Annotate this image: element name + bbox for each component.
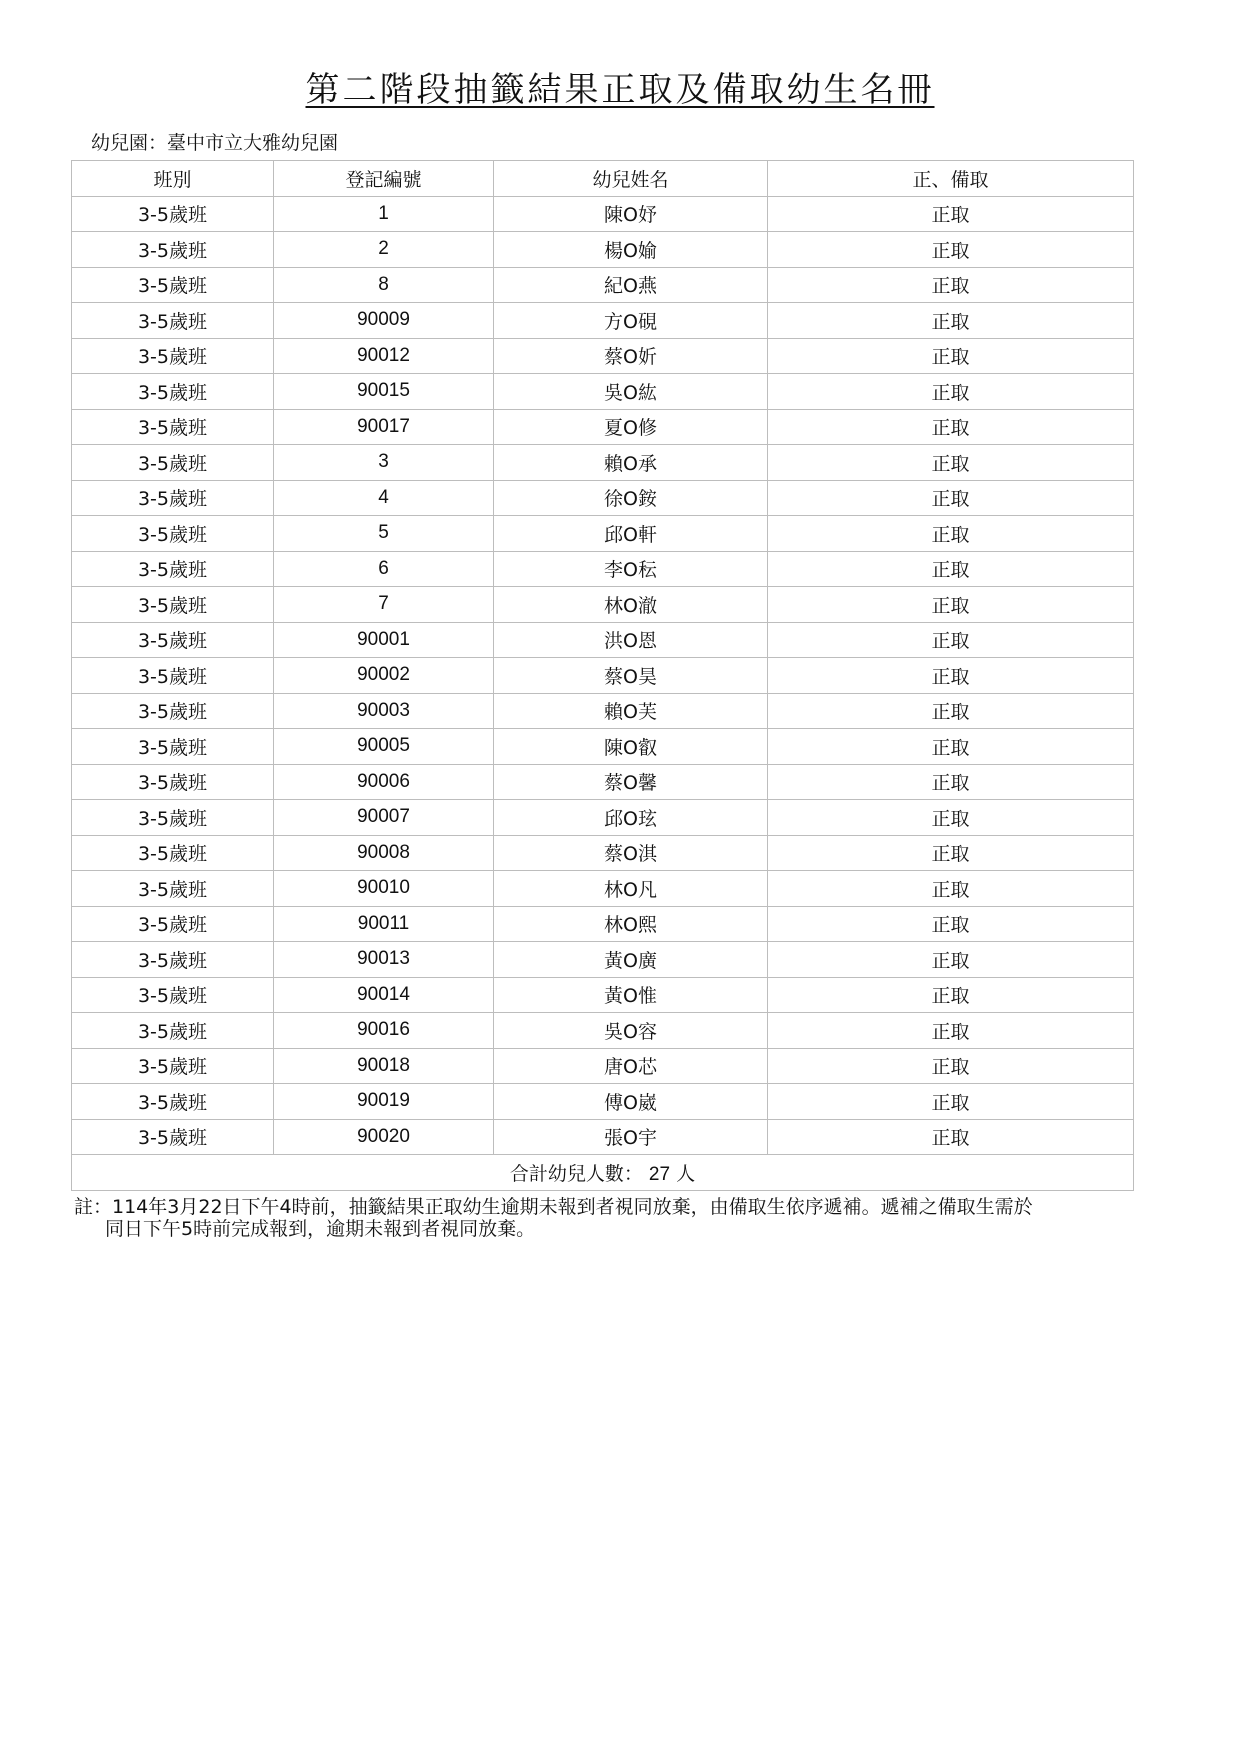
reg-no-cell: 90018 bbox=[274, 1048, 494, 1084]
reg-no-cell: 90016 bbox=[274, 1013, 494, 1049]
child-name-cell: 方O硯 bbox=[494, 303, 768, 339]
status-cell: 正取 bbox=[768, 267, 1134, 303]
table-row bbox=[72, 906, 1134, 942]
header-row bbox=[72, 161, 1134, 197]
child-name-cell: 林O澈 bbox=[494, 587, 768, 623]
child-name-cell: 賴O芙 bbox=[494, 693, 768, 729]
reg-no-cell: 90010 bbox=[274, 871, 494, 907]
footnote-line-1: 註：114年3月22日下午4時前，抽籤結果正取幼生逾期未報到者視同放棄，由備取生依序遞補。遞補之備取生需於 bbox=[74, 1196, 1033, 1218]
class-cell: 3-5歲班 bbox=[72, 764, 274, 800]
table-row bbox=[72, 658, 1134, 694]
status-cell: 正取 bbox=[768, 658, 1134, 694]
reg-no-cell: 90017 bbox=[274, 409, 494, 445]
status-cell: 正取 bbox=[768, 303, 1134, 339]
class-cell: 3-5歲班 bbox=[72, 232, 274, 268]
class-cell: 3-5歲班 bbox=[72, 267, 274, 303]
reg-no-cell: 90003 bbox=[274, 693, 494, 729]
child-name-cell: 林O熙 bbox=[494, 906, 768, 942]
table-row bbox=[72, 800, 1134, 836]
status-cell: 正取 bbox=[768, 445, 1134, 481]
reg-no-cell: 5 bbox=[274, 516, 494, 552]
table-row bbox=[72, 587, 1134, 623]
status-cell: 正取 bbox=[768, 693, 1134, 729]
status-cell: 正取 bbox=[768, 232, 1134, 268]
class-cell: 3-5歲班 bbox=[72, 587, 274, 623]
class-cell: 3-5歲班 bbox=[72, 374, 274, 410]
table-row bbox=[72, 196, 1134, 232]
child-name-cell: 徐O銨 bbox=[494, 480, 768, 516]
child-name-cell: 邱O軒 bbox=[494, 516, 768, 552]
class-cell: 3-5歲班 bbox=[72, 1119, 274, 1155]
child-name-cell: 蔡O妡 bbox=[494, 338, 768, 374]
total-cell bbox=[72, 1155, 1134, 1191]
document-title-text: 第二階段抽籤結果正取及備取幼生名冊 bbox=[305, 70, 935, 110]
child-name-cell: 黃O廣 bbox=[494, 942, 768, 978]
reg-no-cell: 90013 bbox=[274, 942, 494, 978]
col-header-child-name: 幼兒姓名 bbox=[494, 161, 768, 197]
table-row bbox=[72, 942, 1134, 978]
child-name-cell: 賴O承 bbox=[494, 445, 768, 481]
child-name-cell: 邱O玹 bbox=[494, 800, 768, 836]
reg-no-cell: 90020 bbox=[274, 1119, 494, 1155]
class-cell: 3-5歲班 bbox=[72, 338, 274, 374]
child-name-cell: 傅O崴 bbox=[494, 1084, 768, 1120]
child-name-cell: 李O秐 bbox=[494, 551, 768, 587]
reg-no-cell: 2 bbox=[274, 232, 494, 268]
class-cell: 3-5歲班 bbox=[72, 516, 274, 552]
child-name-cell: 吳O紘 bbox=[494, 374, 768, 410]
child-name-cell: 楊O媮 bbox=[494, 232, 768, 268]
table-row bbox=[72, 1013, 1134, 1049]
child-name-cell: 紀O燕 bbox=[494, 267, 768, 303]
table-row bbox=[72, 232, 1134, 268]
table-row bbox=[72, 871, 1134, 907]
table-row bbox=[72, 516, 1134, 552]
class-cell: 3-5歲班 bbox=[72, 445, 274, 481]
child-name-cell: 吳O容 bbox=[494, 1013, 768, 1049]
class-cell: 3-5歲班 bbox=[72, 906, 274, 942]
reg-no-cell: 90008 bbox=[274, 835, 494, 871]
reg-no-cell: 90007 bbox=[274, 800, 494, 836]
class-cell: 3-5歲班 bbox=[72, 658, 274, 694]
status-cell: 正取 bbox=[768, 516, 1134, 552]
class-cell: 3-5歲班 bbox=[72, 729, 274, 765]
reg-no-cell: 4 bbox=[274, 480, 494, 516]
status-cell: 正取 bbox=[768, 551, 1134, 587]
table-row bbox=[72, 729, 1134, 765]
class-cell: 3-5歲班 bbox=[72, 1084, 274, 1120]
reg-no-cell: 90009 bbox=[274, 303, 494, 339]
child-name-cell: 陳O叡 bbox=[494, 729, 768, 765]
total-label: 合計幼兒人數： bbox=[509, 1162, 643, 1185]
reg-no-cell: 90006 bbox=[274, 764, 494, 800]
reg-no-cell: 7 bbox=[274, 587, 494, 623]
status-cell: 正取 bbox=[768, 1119, 1134, 1155]
col-header-class: 班別 bbox=[72, 161, 274, 197]
status-cell: 正取 bbox=[768, 409, 1134, 445]
reg-no-cell: 3 bbox=[274, 445, 494, 481]
child-name-cell: 夏O修 bbox=[494, 409, 768, 445]
total-row bbox=[72, 1155, 1134, 1191]
reg-no-cell: 90012 bbox=[274, 338, 494, 374]
status-cell: 正取 bbox=[768, 764, 1134, 800]
col-header-status: 正、備取 bbox=[768, 161, 1134, 197]
reg-no-cell: 90001 bbox=[274, 622, 494, 658]
status-cell: 正取 bbox=[768, 942, 1134, 978]
status-cell: 正取 bbox=[768, 1013, 1134, 1049]
status-cell: 正取 bbox=[768, 871, 1134, 907]
class-cell: 3-5歲班 bbox=[72, 977, 274, 1013]
reg-no-cell: 90015 bbox=[274, 374, 494, 410]
table-row bbox=[72, 764, 1134, 800]
table-row bbox=[72, 303, 1134, 339]
total-count: 27 bbox=[648, 1163, 671, 1185]
status-cell: 正取 bbox=[768, 338, 1134, 374]
table-row bbox=[72, 977, 1134, 1013]
class-cell: 3-5歲班 bbox=[72, 1048, 274, 1084]
child-name-cell: 陳O妤 bbox=[494, 196, 768, 232]
class-cell: 3-5歲班 bbox=[72, 622, 274, 658]
table-row bbox=[72, 1119, 1134, 1155]
footnote-line-2: 同日下午5時前完成報到，逾期未報到者視同放棄。 bbox=[105, 1218, 536, 1240]
reg-no-cell: 90014 bbox=[274, 977, 494, 1013]
reg-no-cell: 90011 bbox=[274, 906, 494, 942]
reg-no-cell: 90002 bbox=[274, 658, 494, 694]
child-name-cell: 張O宇 bbox=[494, 1119, 768, 1155]
status-cell: 正取 bbox=[768, 906, 1134, 942]
table-row bbox=[72, 480, 1134, 516]
table-row bbox=[72, 622, 1134, 658]
table-row bbox=[72, 693, 1134, 729]
reg-no-cell: 1 bbox=[274, 196, 494, 232]
status-cell: 正取 bbox=[768, 480, 1134, 516]
reg-no-cell: 8 bbox=[274, 267, 494, 303]
class-cell: 3-5歲班 bbox=[72, 871, 274, 907]
roster-body bbox=[72, 196, 1134, 1155]
status-cell: 正取 bbox=[768, 800, 1134, 836]
class-cell: 3-5歲班 bbox=[72, 196, 274, 232]
reg-no-cell: 90019 bbox=[274, 1084, 494, 1120]
roster-table bbox=[71, 160, 1134, 1191]
table-row bbox=[72, 267, 1134, 303]
reg-no-cell: 6 bbox=[274, 551, 494, 587]
table-row bbox=[72, 835, 1134, 871]
child-name-cell: 黃O惟 bbox=[494, 977, 768, 1013]
class-cell: 3-5歲班 bbox=[72, 303, 274, 339]
footnote bbox=[74, 1196, 1134, 1240]
class-cell: 3-5歲班 bbox=[72, 693, 274, 729]
status-cell: 正取 bbox=[768, 622, 1134, 658]
status-cell: 正取 bbox=[768, 1048, 1134, 1084]
class-cell: 3-5歲班 bbox=[72, 409, 274, 445]
class-cell: 3-5歲班 bbox=[72, 942, 274, 978]
status-cell: 正取 bbox=[768, 374, 1134, 410]
school-name: 幼兒園：臺中市立大雅幼兒園 bbox=[91, 132, 339, 154]
status-cell: 正取 bbox=[768, 587, 1134, 623]
class-cell: 3-5歲班 bbox=[72, 551, 274, 587]
child-name-cell: 林O凡 bbox=[494, 871, 768, 907]
class-cell: 3-5歲班 bbox=[72, 1013, 274, 1049]
class-cell: 3-5歲班 bbox=[72, 800, 274, 836]
status-cell: 正取 bbox=[768, 1084, 1134, 1120]
child-name-cell: 蔡O昊 bbox=[494, 658, 768, 694]
table-row bbox=[72, 338, 1134, 374]
reg-no-cell: 90005 bbox=[274, 729, 494, 765]
child-name-cell: 唐O芯 bbox=[494, 1048, 768, 1084]
table-row bbox=[72, 374, 1134, 410]
child-name-cell: 蔡O淇 bbox=[494, 835, 768, 871]
total-unit: 人 bbox=[676, 1162, 696, 1185]
table-row bbox=[72, 1084, 1134, 1120]
document-title bbox=[0, 62, 1240, 111]
col-header-reg-no: 登記編號 bbox=[274, 161, 494, 197]
child-name-cell: 洪O恩 bbox=[494, 622, 768, 658]
table-row bbox=[72, 409, 1134, 445]
status-cell: 正取 bbox=[768, 196, 1134, 232]
table-row bbox=[72, 445, 1134, 481]
child-name-cell: 蔡O馨 bbox=[494, 764, 768, 800]
class-cell: 3-5歲班 bbox=[72, 835, 274, 871]
class-cell: 3-5歲班 bbox=[72, 480, 274, 516]
table-row bbox=[72, 1048, 1134, 1084]
table-row bbox=[72, 551, 1134, 587]
status-cell: 正取 bbox=[768, 835, 1134, 871]
status-cell: 正取 bbox=[768, 729, 1134, 765]
status-cell: 正取 bbox=[768, 977, 1134, 1013]
